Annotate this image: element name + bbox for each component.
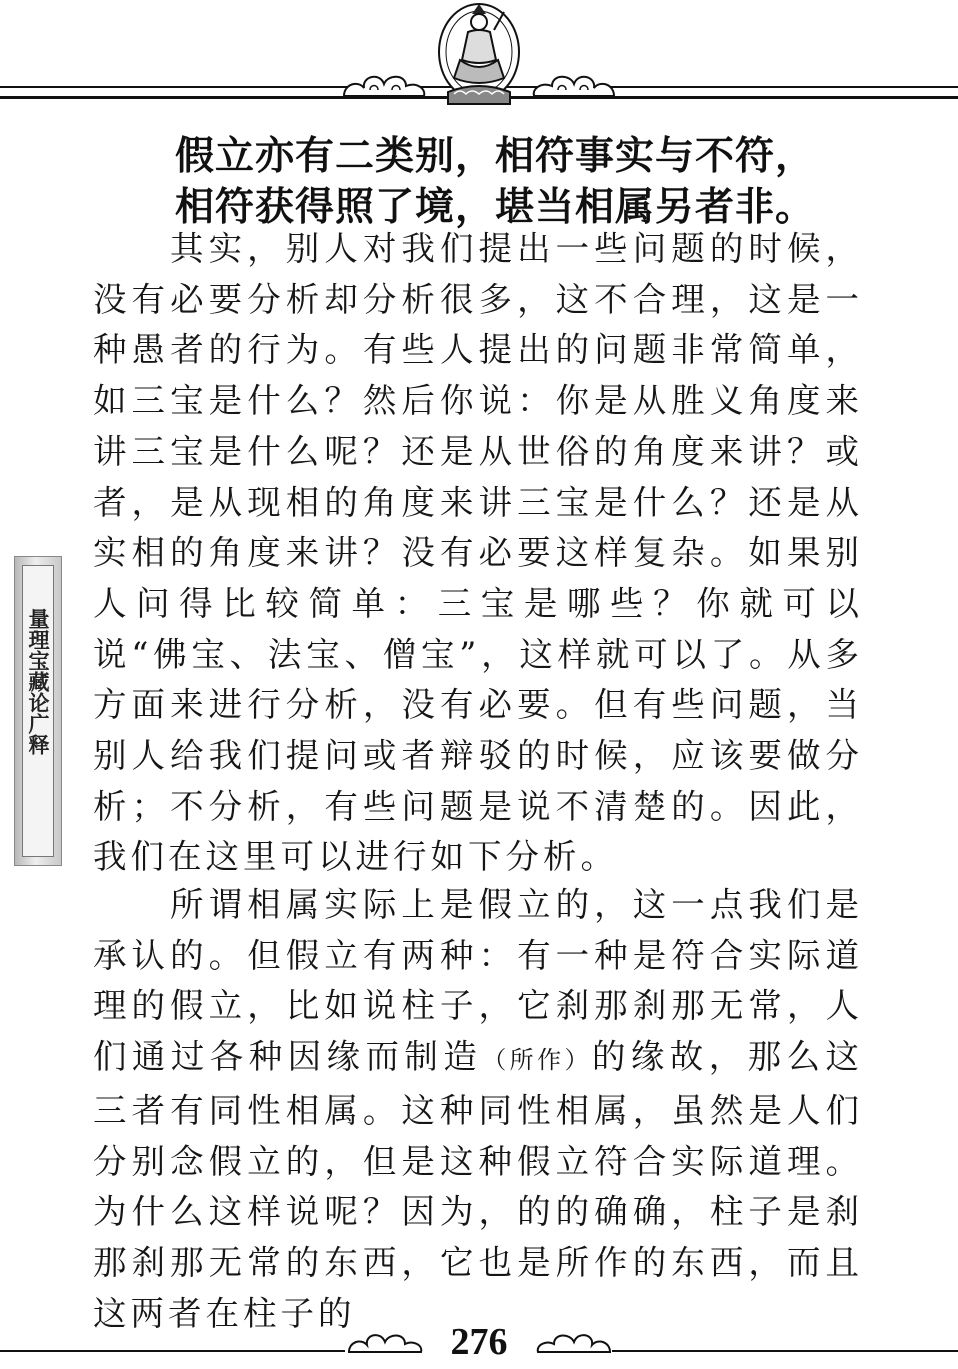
verse-line-1: 假立亦有二类别，相符事实与不符， [175, 134, 816, 179]
padmasambhava-figure-icon [430, 0, 528, 106]
body-paragraph [93, 880, 863, 1339]
verse-line-2: 相符获得照了境，堪当相属另者非。 [175, 185, 816, 230]
cloud-ornament-left-icon [340, 66, 430, 100]
book-title-side-tab [14, 556, 62, 866]
inline-note: （所作） [482, 1046, 592, 1075]
paragraph-text: 的缘故，那么这三者有同性相属。这种同性相属，虽然是人们分别念假立的，但是这种假立符合实际道理。为什么这样说呢？因为，的的确确，柱子是刹那刹那无常的东西，它也是所作的东西，而且这两者在柱子的 [93, 1037, 864, 1333]
body-paragraph [93, 224, 863, 883]
book-title-vertical: 量理宝藏论广释 [26, 608, 50, 755]
paragraph-text: 所谓相属实际上是假立的，这一点我们是承认的。但假立有两种：有一种是符合实际道理的假立，比如说柱子，它刹那刹那无常，人们通过各种因缘而制造 [93, 885, 863, 1077]
paragraph-text: 其实，别人对我们提出一些问题的时候，没有必要分析却分析很多，这不合理，这是一种愚者的行为。有些人提出的问题非常简单，如三宝是什么？然后你说：你是从胜义角度来讲三宝是什么呢？还是从世俗的角度来讲？或者，是从现相的角度来讲三宝是什么？还是从实相的角度来讲？没有必要这样复杂。如果别人问得比较简单：三宝是哪些？你就可以说“佛宝、法宝、僧宝”，这样就可以了。从多方面来进行分析，没有必要。但有些问题，当别人给我们提问或者辩驳的时候，应该要做分析；不分析，有些问题是说不清楚的。因此，我们在这里可以进行如下分析。 [93, 229, 863, 877]
page-number: 276 [450, 1321, 508, 1363]
cloud-ornament-right-icon [528, 66, 618, 100]
